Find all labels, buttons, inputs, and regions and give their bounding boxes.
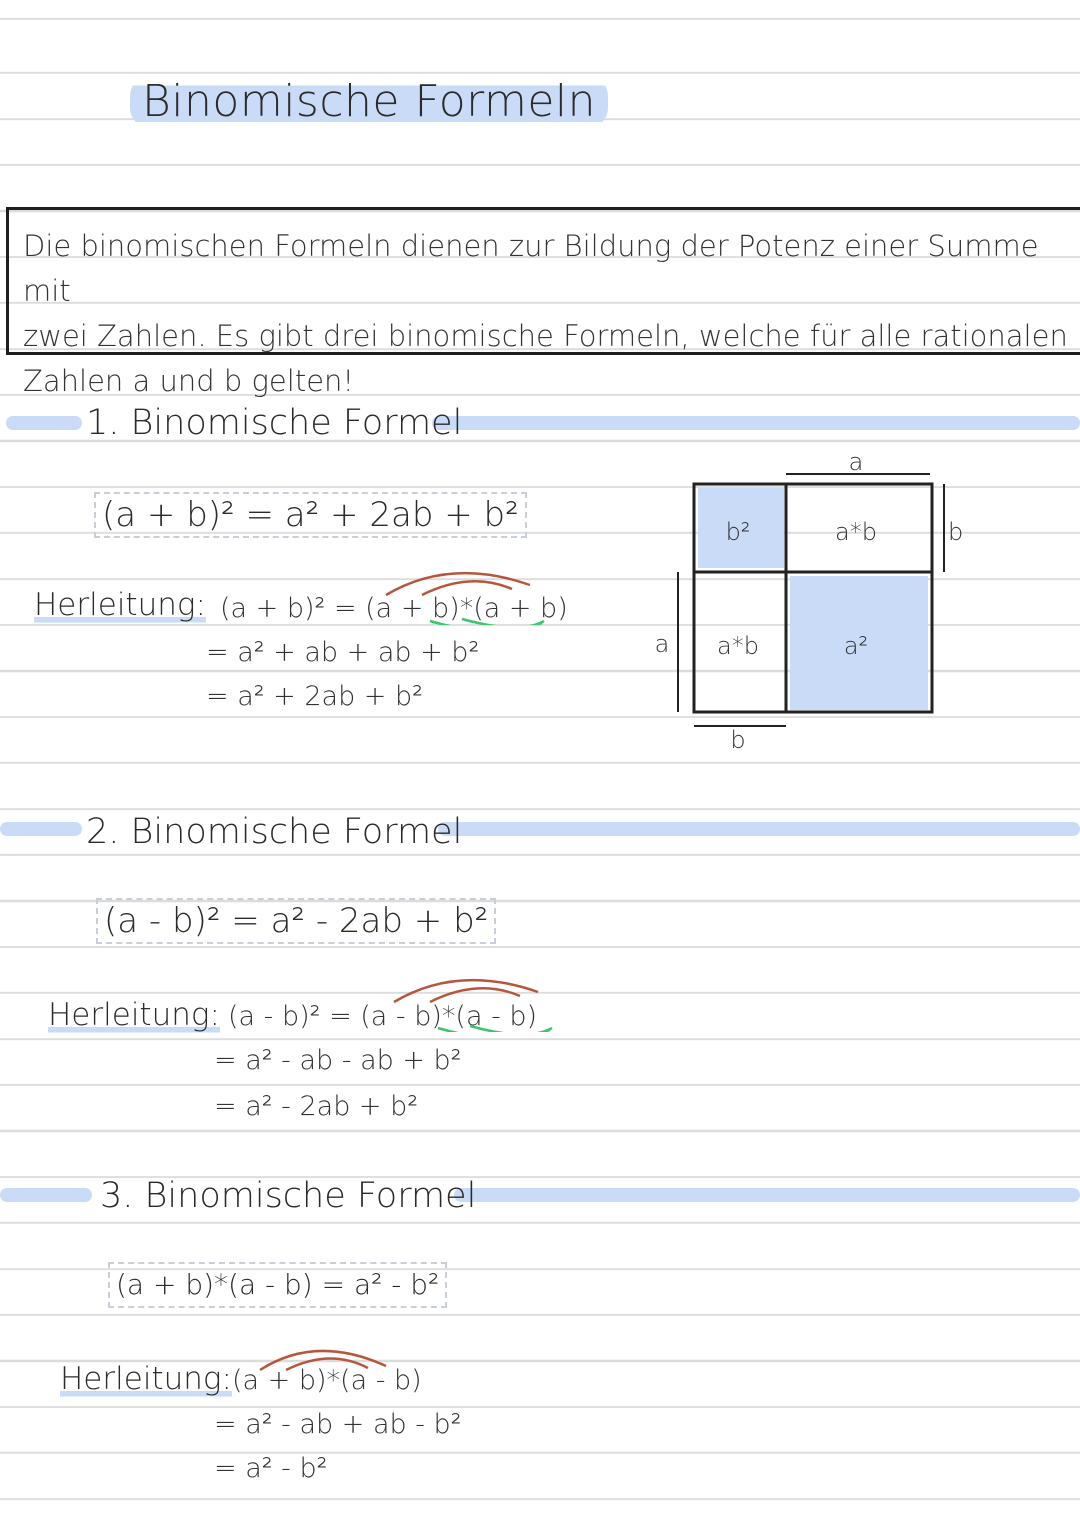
definition-box <box>6 207 1080 398</box>
section-1-step-1: (a + b)² = (a + b)*(a + b) <box>220 593 568 624</box>
section-2-bar-left <box>0 822 82 836</box>
bottom-label: b <box>730 726 746 750</box>
arc-green <box>470 1026 552 1032</box>
section-1-bar-right <box>432 416 1080 430</box>
cell-top-left-label: b² <box>725 518 751 546</box>
definition-line: Zahlen a und b gelten! <box>23 364 355 398</box>
page-title: Binomische Formeln <box>130 76 608 128</box>
arc-brown <box>394 980 538 1002</box>
section-2-formula: (a - b)² = a² - 2ab + b² <box>96 898 496 944</box>
section-3-derivation-label: Herleitung: <box>60 1361 232 1397</box>
top-label: a <box>848 450 864 476</box>
cell-bottom-left-label: a*b <box>717 632 759 660</box>
section-2-derivation-label: Herleitung: <box>48 997 220 1033</box>
right-label: b <box>948 518 964 546</box>
arc-green <box>462 619 544 625</box>
area-diagram <box>640 450 980 750</box>
left-label: a <box>654 630 670 658</box>
section-3-bar-right <box>454 1188 1080 1202</box>
arc-brown <box>430 988 520 1002</box>
section-3-heading: 3. Binomische Formel <box>100 1176 477 1216</box>
section-1-heading: 1. Binomische Formel <box>86 403 463 443</box>
section-2-bar-right <box>438 822 1080 836</box>
arc-brown <box>386 573 530 595</box>
cell-bottom-right-label: a² <box>843 632 869 660</box>
section-3-bar-left <box>0 1188 92 1202</box>
section-2-step-3: = a² - 2ab + b² <box>214 1091 419 1122</box>
section-1-derivation-label: Herleitung: <box>34 587 206 623</box>
section-3-step-2: = a² - ab + ab - b² <box>214 1409 462 1440</box>
section-2-step-1: (a - b)² = (a - b)*(a - b) <box>228 1001 538 1032</box>
cell-top-right-label: a*b <box>835 518 877 546</box>
definition-line: zwei Zahlen. Es gibt drei binomische Formeln, welche für alle rationalen <box>23 319 1068 353</box>
arc-brown <box>286 1358 368 1370</box>
section-2-step-2: = a² - ab - ab + b² <box>214 1045 462 1076</box>
section-2-multiplication-arcs <box>378 972 578 1032</box>
section-3-formula: (a + b)*(a - b) = a² - b² <box>108 1262 447 1308</box>
arc-brown <box>422 581 512 595</box>
section-2-heading: 2. Binomische Formel <box>86 812 463 852</box>
definition-line: Die binomischen Formeln dienen zur Bildung der Potenz einer Summe mit <box>23 229 1039 308</box>
section-3-step-3: = a² - b² <box>214 1453 328 1484</box>
section-1-formula: (a + b)² = a² + 2ab + b² <box>94 492 527 538</box>
section-1-step-2: = a² + ab + ab + b² <box>206 637 480 668</box>
section-3-step-1: (a + b)*(a - b) <box>232 1365 422 1396</box>
section-3-multiplication-arcs <box>246 1340 406 1380</box>
section-1-step-3: = a² + 2ab + b² <box>206 681 423 712</box>
section-1-bar-left <box>6 416 82 430</box>
section-1-multiplication-arcs <box>370 565 570 625</box>
